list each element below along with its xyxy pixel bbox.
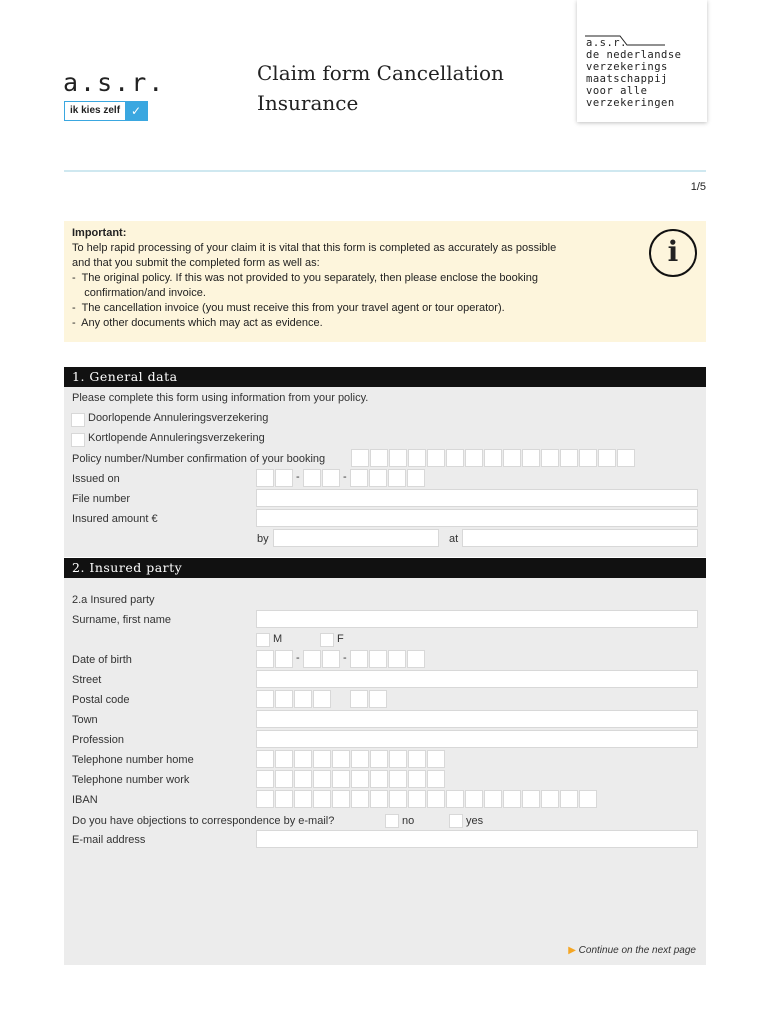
male-label: M [273, 633, 283, 645]
char-box[interactable] [275, 690, 293, 708]
header-divider [64, 170, 706, 172]
char-box[interactable] [256, 770, 274, 788]
char-box[interactable] [407, 650, 425, 668]
char-box[interactable] [408, 770, 426, 788]
char-box[interactable] [388, 469, 406, 487]
important-heading: Important: [72, 227, 127, 239]
asr-logo: a.s.r. [63, 68, 166, 97]
char-box[interactable] [369, 690, 387, 708]
char-box[interactable] [294, 690, 312, 708]
section-1-intro: Please complete this form using information from your policy. [72, 392, 369, 404]
char-box[interactable] [370, 770, 388, 788]
male-checkbox[interactable] [256, 633, 270, 647]
important-line: and that you submit the completed form as well as: [72, 257, 320, 269]
by-label: by [257, 533, 269, 545]
char-box[interactable] [389, 770, 407, 788]
char-box[interactable] [351, 790, 369, 808]
char-box[interactable] [350, 650, 368, 668]
char-box[interactable] [275, 750, 293, 768]
char-box[interactable] [408, 790, 426, 808]
arrow-right-icon: ▶ [568, 945, 576, 956]
char-box[interactable] [256, 650, 274, 668]
tagline-text: ik kies zelf [65, 102, 125, 120]
char-box[interactable] [332, 770, 350, 788]
important-line: confirmation/and invoice. [72, 287, 206, 299]
continue-text: Continue on the next page [578, 945, 696, 956]
char-box[interactable] [313, 790, 331, 808]
important-notice [64, 221, 706, 342]
email-input[interactable] [256, 830, 698, 848]
policy-number-label: Policy number/Number confirmation of your booking [72, 453, 326, 465]
char-box[interactable] [522, 449, 540, 467]
important-line: - Any other documents which may act as evidence. [72, 317, 323, 329]
char-box[interactable] [313, 690, 331, 708]
char-box[interactable] [484, 449, 502, 467]
section-2-header: 2. Insured party [64, 558, 706, 578]
char-box[interactable] [522, 790, 540, 808]
brand-line-6: verzekeringen [586, 97, 675, 109]
char-box[interactable] [350, 469, 368, 487]
tel-work-label: Telephone number work [72, 774, 190, 786]
char-box[interactable] [446, 790, 464, 808]
important-line: - The cancellation invoice (you must receive this from your travel agent or tour operator). [72, 302, 505, 314]
page-title [257, 58, 504, 118]
char-box[interactable] [427, 790, 445, 808]
char-box[interactable] [313, 770, 331, 788]
char-box[interactable] [294, 750, 312, 768]
date-separator: - [343, 471, 347, 483]
char-box[interactable] [369, 650, 387, 668]
char-box[interactable] [388, 650, 406, 668]
char-box[interactable] [256, 750, 274, 768]
issued-on-label: Issued on [72, 473, 120, 485]
char-box[interactable] [370, 790, 388, 808]
female-label: F [337, 633, 344, 645]
char-box[interactable] [369, 469, 387, 487]
char-box[interactable] [389, 449, 407, 467]
brand-line-3: verzekerings [586, 61, 668, 73]
char-box[interactable] [303, 469, 321, 487]
char-box[interactable] [351, 770, 369, 788]
checkmark-icon: ✓ [125, 102, 147, 120]
char-box[interactable] [322, 650, 340, 668]
file-number-input[interactable] [256, 489, 698, 507]
char-box[interactable] [541, 790, 559, 808]
kortlopende-checkbox[interactable] [71, 433, 85, 447]
brand-line-1: a.s.r. [586, 37, 627, 49]
date-separator: - [296, 471, 300, 483]
char-box[interactable] [313, 750, 331, 768]
char-box[interactable] [275, 650, 293, 668]
by-input[interactable] [273, 529, 439, 547]
char-box[interactable] [427, 770, 445, 788]
kortlopende-label: Kortlopende Annuleringsverzekering [88, 432, 265, 444]
yes-checkbox[interactable] [449, 814, 463, 828]
char-box[interactable] [598, 449, 616, 467]
char-box[interactable] [332, 790, 350, 808]
profession-input[interactable] [256, 730, 698, 748]
brand-line-2: de nederlandse [586, 49, 682, 61]
doorlopende-checkbox[interactable] [71, 413, 85, 427]
date-separator: - [296, 652, 300, 664]
date-separator: - [343, 652, 347, 664]
continue-note [568, 945, 696, 956]
char-box[interactable] [617, 449, 635, 467]
page-number: 1/5 [690, 181, 706, 193]
char-box[interactable] [332, 750, 350, 768]
char-box[interactable] [389, 790, 407, 808]
char-box[interactable] [503, 449, 521, 467]
insured-amount-input[interactable] [256, 509, 698, 527]
char-box[interactable] [446, 449, 464, 467]
char-box[interactable] [370, 750, 388, 768]
char-box[interactable] [275, 770, 293, 788]
char-box[interactable] [256, 469, 274, 487]
town-input[interactable] [256, 710, 698, 728]
char-box[interactable] [484, 790, 502, 808]
char-box[interactable] [256, 790, 274, 808]
important-line: To help rapid processing of your claim it is vital that this form is completed as accurately as possible [72, 242, 557, 254]
char-box[interactable] [579, 449, 597, 467]
char-box[interactable] [427, 449, 445, 467]
file-number-label: File number [72, 493, 131, 505]
char-box[interactable] [350, 690, 368, 708]
tagline-badge [64, 101, 148, 121]
street-input[interactable] [256, 670, 698, 688]
char-box[interactable] [303, 650, 321, 668]
brand-line-5: voor alle [586, 85, 648, 97]
char-box[interactable] [503, 790, 521, 808]
char-box[interactable] [275, 469, 293, 487]
char-box[interactable] [351, 449, 369, 467]
info-icon: i [649, 229, 697, 277]
char-box[interactable] [465, 449, 483, 467]
char-box[interactable] [560, 790, 578, 808]
important-line: - The original policy. If this was not provided to you separately, then please enclose the booking [72, 272, 538, 284]
dob-label: Date of birth [72, 654, 132, 666]
brand-text [586, 37, 682, 109]
char-box[interactable] [465, 790, 483, 808]
char-box[interactable] [408, 449, 426, 467]
email-label: E-mail address [72, 834, 146, 846]
no-label: no [402, 815, 415, 827]
char-box[interactable] [256, 690, 274, 708]
postal-code-label: Postal code [72, 694, 130, 706]
yes-label: yes [466, 815, 484, 827]
female-checkbox[interactable] [320, 633, 334, 647]
insured-amount-label: Insured amount € [72, 513, 158, 525]
at-label: at [449, 533, 459, 545]
char-box[interactable] [408, 750, 426, 768]
section-2a-subtitle: 2.a Insured party [72, 594, 155, 606]
char-box[interactable] [579, 790, 597, 808]
char-box[interactable] [322, 469, 340, 487]
char-box[interactable] [541, 449, 559, 467]
at-input[interactable] [462, 529, 698, 547]
town-label: Town [72, 714, 98, 726]
email-objection-label: Do you have objections to correspondence by e-mail? [72, 815, 335, 827]
title-line-1: Claim form Cancellation [257, 61, 504, 85]
tel-home-label: Telephone number home [72, 754, 194, 766]
char-box[interactable] [275, 790, 293, 808]
profession-label: Profession [72, 734, 124, 746]
char-box[interactable] [560, 449, 578, 467]
doorlopende-label: Doorlopende Annuleringsverzekering [88, 412, 269, 424]
char-box[interactable] [351, 750, 369, 768]
no-checkbox[interactable] [385, 814, 399, 828]
char-box[interactable] [370, 449, 388, 467]
iban-label: IBAN [72, 794, 98, 806]
title-line-2: Insurance [257, 91, 359, 115]
char-box[interactable] [294, 790, 312, 808]
surname-label: Surname, first name [72, 614, 172, 626]
street-label: Street [72, 674, 102, 686]
char-box[interactable] [407, 469, 425, 487]
char-box[interactable] [294, 770, 312, 788]
section-1-header: 1. General data [64, 367, 706, 387]
brand-line-4: maatschappij [586, 73, 668, 85]
char-box[interactable] [427, 750, 445, 768]
char-box[interactable] [389, 750, 407, 768]
surname-input[interactable] [256, 610, 698, 628]
